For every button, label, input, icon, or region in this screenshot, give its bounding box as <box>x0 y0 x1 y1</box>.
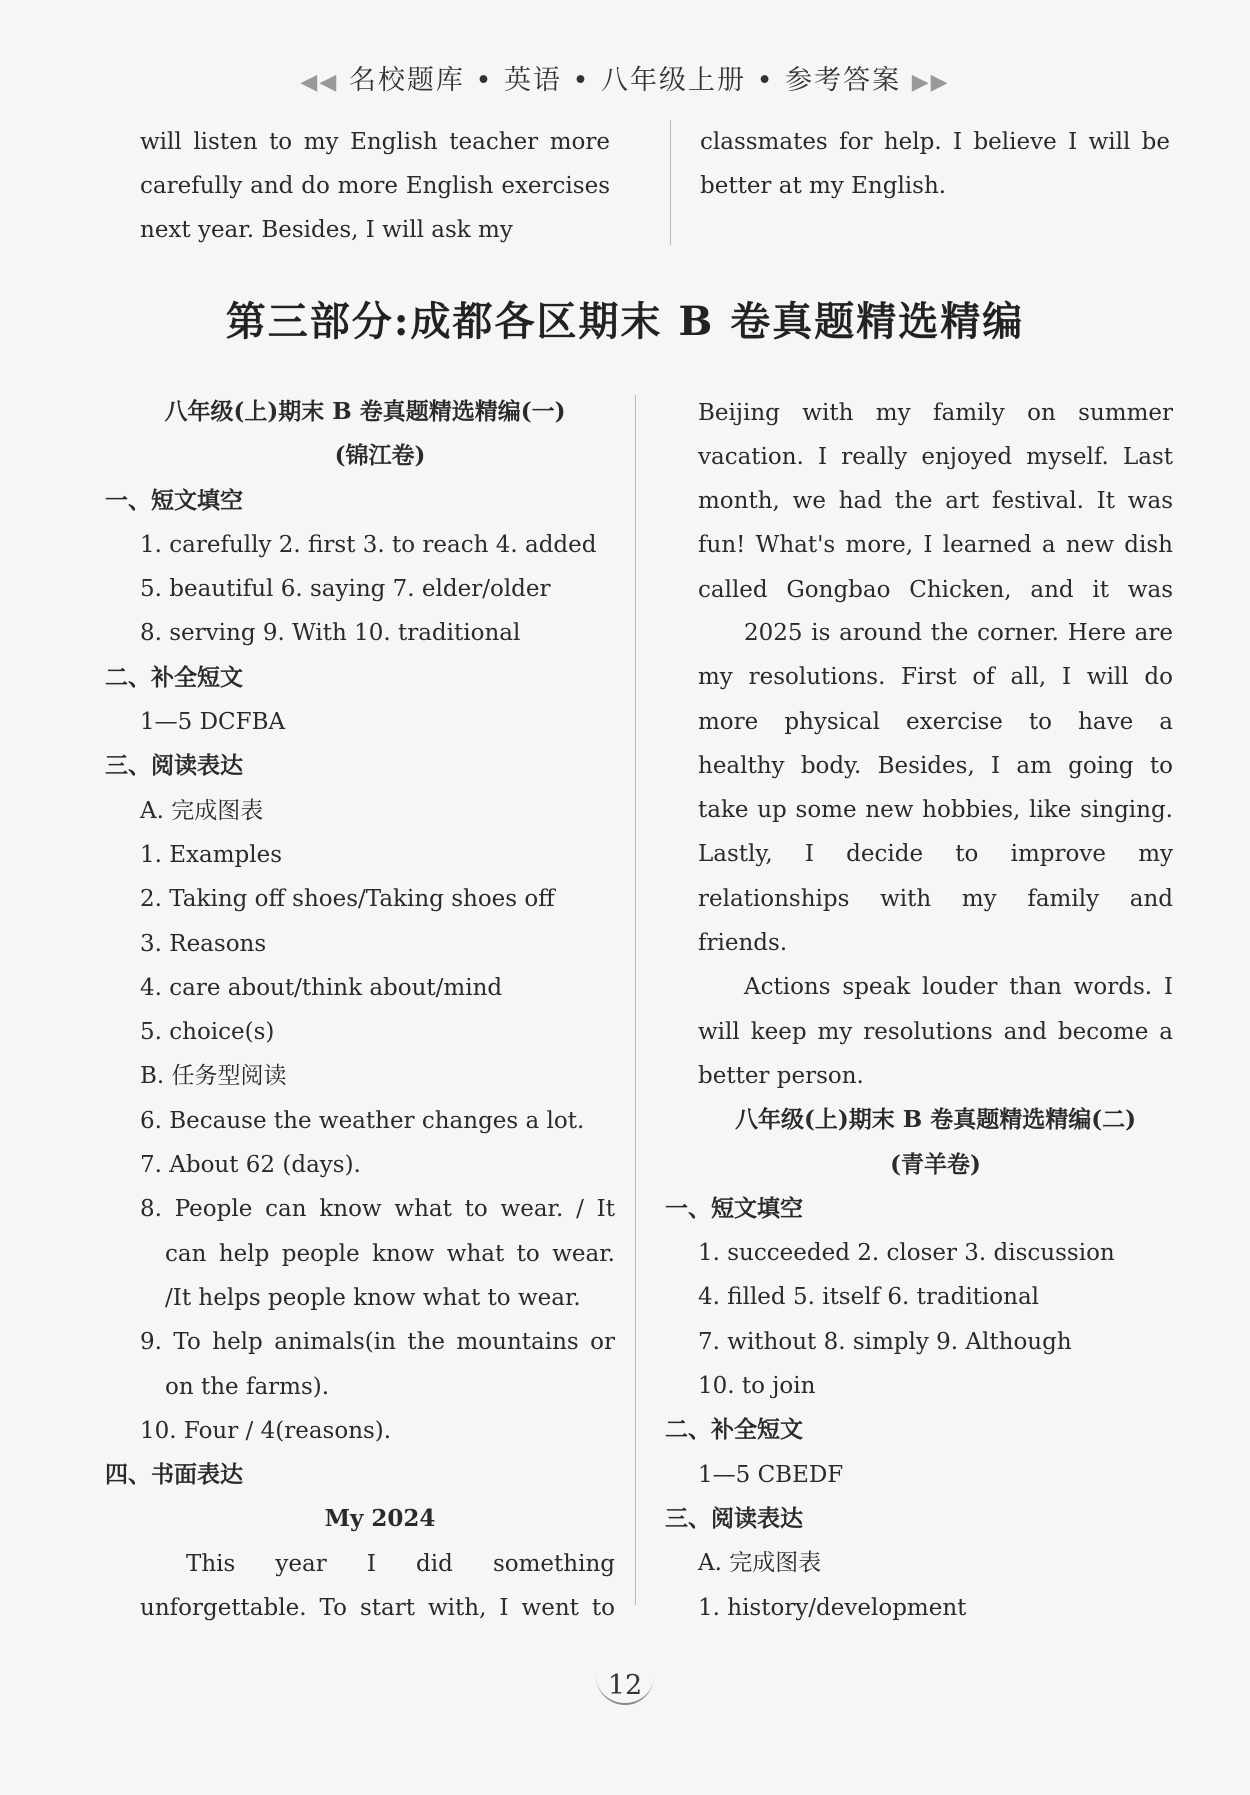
essay-paragraph-2: 2025 is around the corner. Here are my resolutions. First of all, I will do more physical exercise to have a healthy body. Besides, I am going to take up some new hobbies, like singing. Lastly, I decide to improve my relationships with my family and friends. <box>698 620 1173 957</box>
part1-title: 八年级(上)期末 B 卷真题精选精编(一) <box>164 398 566 425</box>
answer-line: 9. To help animals(in the mountains or on the farms). <box>140 1329 615 1400</box>
answer-line: 7. About 62 (days). <box>140 1152 361 1179</box>
essay-paragraph-1-start: This year I did something unforgettable. To start with, I went to <box>140 1550 615 1622</box>
right-column <box>665 390 1173 1630</box>
essay-title: My 2024 <box>324 1505 436 1533</box>
answer-line: 1. carefully 2. first 3. to reach 4. added <box>140 531 597 558</box>
answer-line: 1. Examples <box>140 841 283 868</box>
part1-s3-heading: 三、阅读表达 <box>105 752 243 780</box>
part2-s3-heading: 三、阅读表达 <box>665 1504 803 1532</box>
essay-paragraph-1-cont <box>698 390 1173 611</box>
subheading: B. 任务型阅读 <box>140 1063 287 1090</box>
answer-line: 1—5 CBEDF <box>698 1461 844 1488</box>
essay-paragraph-3: Actions speak louder than words. I will keep my resolutions and become a better person. <box>698 974 1173 1089</box>
part1-s1-heading: 一、短文填空 <box>105 486 243 514</box>
answer-line: 4. filled 5. itself 6. traditional <box>698 1284 1040 1311</box>
page-number <box>0 1668 1250 1705</box>
right-arrow-icon: ▶▶ <box>911 70 950 95</box>
page-header <box>0 58 1250 97</box>
part1-s2-heading: 二、补全短文 <box>105 663 243 691</box>
header-title: 名校题库 • 英语 • 八年级上册 • 参考答案 <box>348 65 902 96</box>
answer-line: 3. Reasons <box>140 930 267 957</box>
left-arrow-icon: ◀◀ <box>300 70 339 95</box>
part2-title: 八年级(上)期末 B 卷真题精选精编(二) <box>735 1106 1136 1134</box>
left-column <box>105 390 615 1630</box>
answer-line: 6. Because the weather changes a lot. <box>140 1107 585 1134</box>
column-divider <box>670 120 671 245</box>
part2-s2-heading: 二、补全短文 <box>665 1416 803 1444</box>
answer-line: 7. without 8. simply 9. Although <box>698 1328 1072 1355</box>
answer-line: 8. People can know what to wear. / It can help people know what to wear. /It helps people know what to wear. <box>140 1196 615 1311</box>
part2-subtitle: (青羊卷) <box>890 1150 981 1178</box>
part1-s4-heading: 四、书面表达 <box>105 1461 243 1489</box>
top-right-text: classmates for help. I believe I will be better at my English. <box>700 129 1170 199</box>
answer-line: 8. serving 9. With 10. traditional <box>140 620 521 647</box>
answer-line: 5. choice(s) <box>140 1019 275 1046</box>
top-left-text: will listen to my English teacher more carefully and do more English exercises next year. Besides, I will ask my <box>140 129 610 243</box>
subheading: A. 完成图表 <box>140 797 264 824</box>
answer-line: 1. succeeded 2. closer 3. discussion <box>698 1240 1115 1267</box>
essay-paragraph-1: Beijing with my family on summer vacation. I really enjoyed myself. Last month, we had the art festival. It was fun! What's more, I learned a new dish called Gongbao Chicken, and it was <box>698 399 1173 603</box>
answer-line: 5. beautiful 6. saying 7. elder/older <box>140 576 551 603</box>
subheading: A. 完成图表 <box>698 1550 822 1577</box>
page-number-value: 12 <box>596 1668 654 1705</box>
part2-s1-heading: 一、短文填空 <box>665 1194 803 1222</box>
answer-line: 1—5 DCFBA <box>140 709 286 736</box>
answer-line: 10. to join <box>698 1373 816 1400</box>
answer-line: 10. Four / 4(reasons). <box>140 1417 392 1444</box>
part1-subtitle: (锦江卷) <box>334 442 426 470</box>
column-divider <box>635 395 636 1605</box>
answer-line: 2. Taking off shoes/Taking shoes off <box>140 886 555 913</box>
section-title: 第三部分:成都各区期末 B 卷真题精选精编 <box>225 298 1025 345</box>
answer-line: 1. history/development <box>698 1594 967 1621</box>
answer-line: 4. care about/think about/mind <box>140 974 503 1001</box>
